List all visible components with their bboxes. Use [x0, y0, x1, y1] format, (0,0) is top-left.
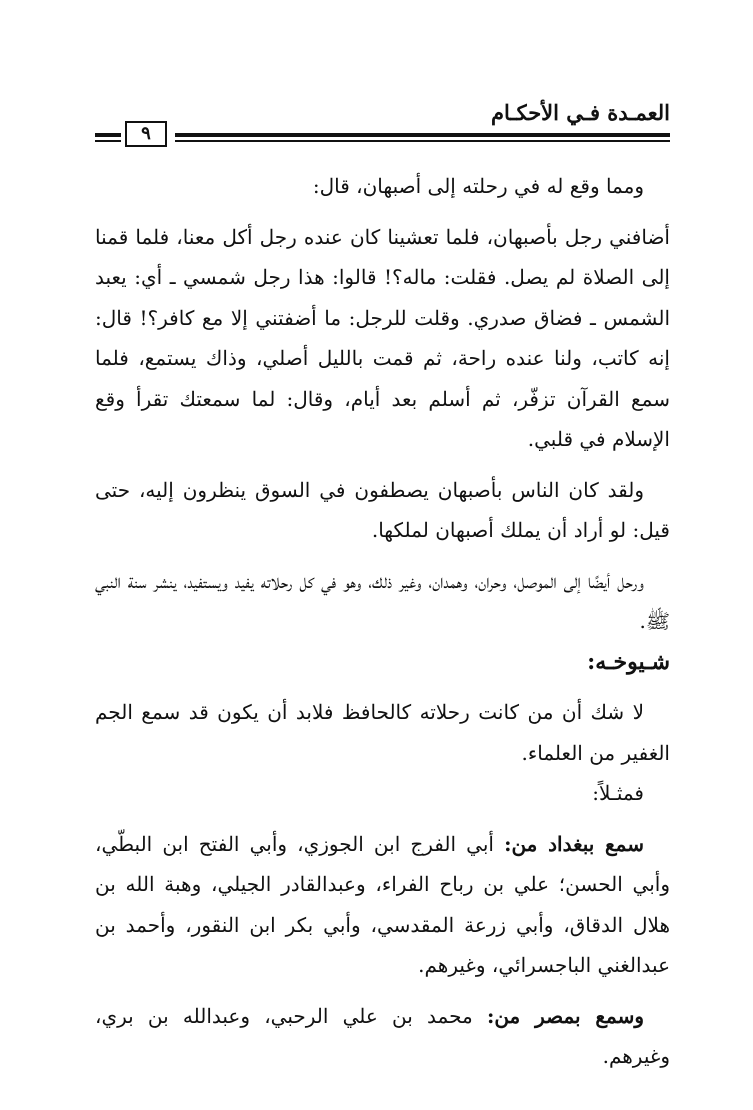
section-heading-teachers: شـيوخـه: [587, 648, 670, 675]
baghdad-text: أبي الفرج ابن الجوزي، وأبي الفتح ابن البطّي، وأبي الحسن؛ علي بن رباح الفراء، وعبدالقادر الجيلي، وهبة الله بن هلال الدقاق، وأبي زرعة المقدسي، وأبي بكر ابن النقور، وأحمد بن عبدالغني الباجسرائي، وغيرهم. [95, 831, 670, 977]
body-text [95, 166, 670, 1077]
header-rule-left-thick [95, 133, 121, 137]
page-number: ٩ [125, 121, 167, 147]
page-header [95, 96, 670, 156]
egypt-lead: وسمع بمصر من: [486, 1003, 644, 1028]
paragraph-travels: ورحل أيضًا إلى الموصل، وحران، وهمدان، وغير ذلك، وهو في كل رحلاته يفيد ويستفيد، ينشر سنة النبي ﷺ. [95, 568, 670, 633]
header-rule-left-thin [95, 140, 121, 142]
paragraph-story: أضافني رجل بأصبهان، فلما تعشينا كان عنده رجل أكل معنا، فلما قمنا إلى الصلاة لم يصل. فقلت: ماله؟! قالوا: هذا رجل شمسي ـ أي: يعبد الشمس ـ فضاق صدري. وقلت للرجل: ما أضفتني إلا مع كافر؟! قال: إنه كاتب، ولنا عنده راحة، ثم قمت بالليل أصلي، وذاك يستمع، فلما سمع القرآن تزفّر، ثم أسلم بعد أيام، وقال: لما سمعتك تقرأ وقع الإسلام في قلبي. [95, 224, 670, 451]
paragraph-intro: ومما وقع له في رحلته إلى أصبهان، قال: [312, 174, 644, 198]
header-rule-thin [175, 140, 670, 142]
header-rule-thick [175, 133, 670, 137]
egypt-text: محمد بن علي الرحبي، وعبدالله بن بري، وغيرهم. [95, 1003, 670, 1068]
paragraph-isfahan: ولقد كان الناس بأصبهان يصطفون في السوق ينظرون إليه، حتى قيل: لو أراد أن يملك أصبهان لملكها. [95, 477, 670, 542]
paragraph-baghdad [95, 824, 670, 986]
paragraph-egypt [95, 996, 670, 1077]
baghdad-lead: سمع ببغداد من: [504, 831, 644, 856]
paragraph-teachers-intro: لا شك أن من كانت رحلاته كالحافظ فلابد أن يكون قد سمع الجم الغفير من العلماء. [95, 700, 670, 765]
paragraph-for-example: فمثـلاً: [592, 781, 644, 805]
running-title: العمـدة فـي الأحكـام [491, 100, 670, 125]
